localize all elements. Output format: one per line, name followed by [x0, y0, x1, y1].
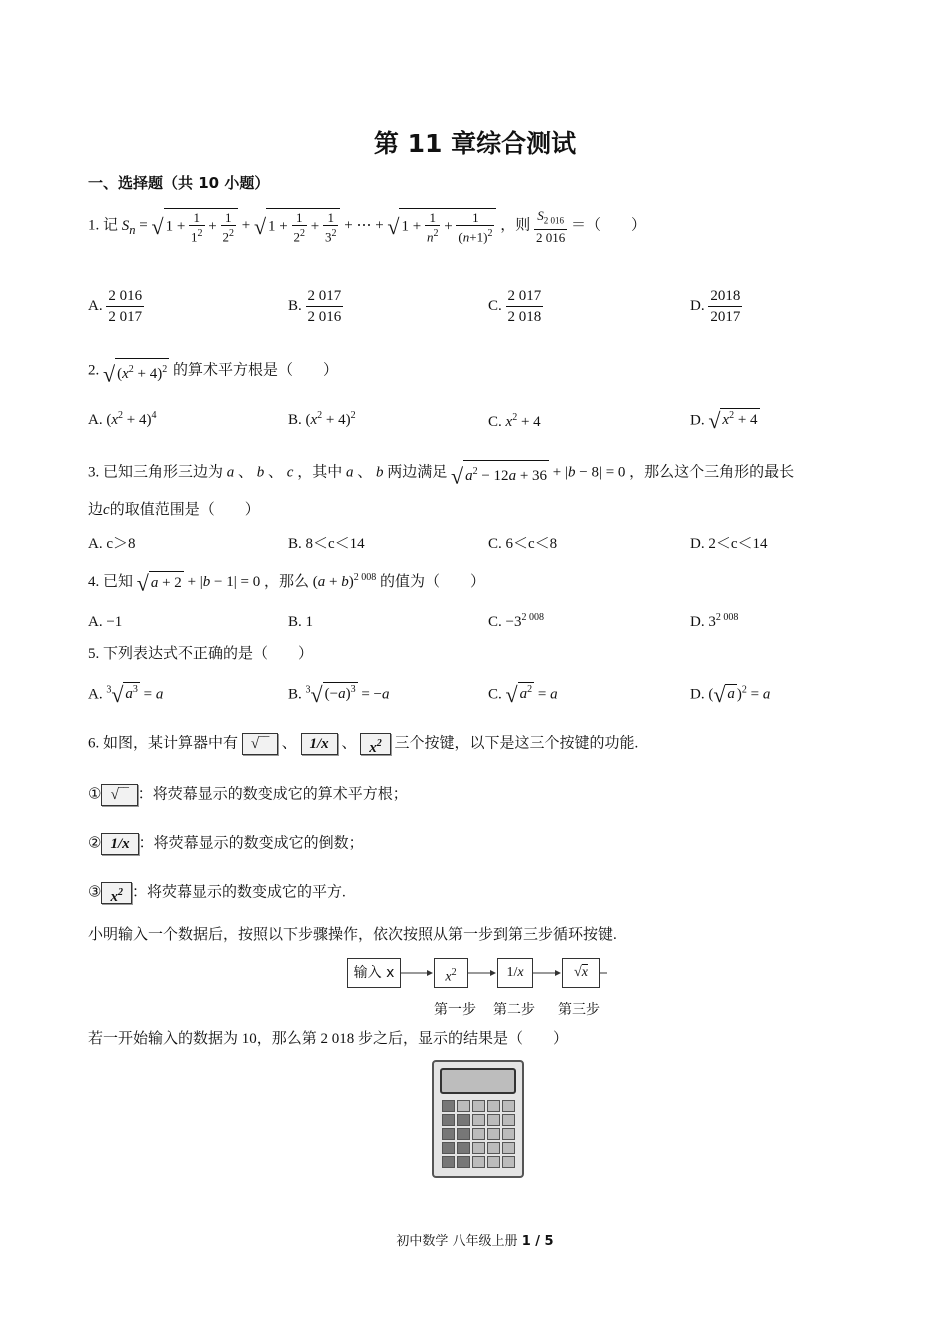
q3-option-b: B. 8＜c＜14 — [288, 536, 365, 552]
section-heading: 一、选择题（共 10 小题） — [88, 174, 270, 192]
q6-question: 若一开始输入的数据为 10，那么第 2 018 步之后，显示的结果是（ ） — [88, 1031, 569, 1047]
q4-option-b: B. 1 — [288, 614, 314, 630]
question-6: 6. 如图，某计算器中有 √‾‾ 、 1/x 、 $x^2$ 三个按键，以下是这三个按键的功能. — [88, 733, 638, 755]
q5-option-b: B. $^3$√ $(-a)^3 = -a$ — [288, 682, 390, 707]
question-5: 5. 下列表达式不正确的是（ ） — [88, 646, 314, 662]
question-3-line2: 边c的取值范围是（ ） — [88, 502, 260, 518]
question-4: 4. 已知 √ a + 2 + |b − 1| = 0 ，那么 $(a + b)^{2 008}$ 的值为（ ） — [88, 570, 485, 596]
q6-description: 小明输入一个数据后，按照以下步骤操作，依次按照从第一步到第三步循环按键. — [88, 927, 617, 943]
calculator-screen — [440, 1068, 516, 1094]
q3-option-c: C. 6＜c＜8 — [488, 536, 558, 552]
q5-option-d: D. (√ a )$^2$ = a — [690, 682, 771, 707]
question-3: 3. 已知三角形三边为 a 、 b 、 c ，其中 a 、 b 两边满足 √ $a^2 - 12a + 36 + |b - 8| = 0$ ，那么这个三角形的最长 — [88, 460, 794, 487]
flow-square-box: $x^2$ — [434, 958, 468, 988]
sqrt-key-icon: √‾‾ — [242, 733, 278, 755]
q2-option-a: A. $(x^2 + 4)^4$ — [88, 410, 157, 428]
calculator-icon — [432, 1060, 524, 1178]
sqrt-key-icon: √‾‾ — [101, 784, 137, 806]
q6-item-1: ① √‾‾ ：将荧幕显示的数变成它的算术平方根； — [88, 784, 408, 806]
q2-option-b: B. $(x^2 + 4)^2$ — [288, 410, 356, 428]
q4-option-c: C. $-3^{2 008}$ — [488, 612, 544, 630]
q6-item-2: ② 1/x ：将荧幕显示的数变成它的倒数； — [88, 833, 364, 855]
question-1: 1. 记 $S_n$ = √ 1 + $\frac{1}{1^2}$ + $\frac{1}{2^2}$ + √ 1 + $\frac{1}{2^2}$ + $\frac{1}{3^2}$ + ⋯ + √ 1 + $\frac{1}{n^2}$ + $\frac{1}{(n+1)^2}$ ，则 $\frac{S_{2 016}}{2 016}$ ＝（ ） — [88, 208, 646, 245]
q2-option-d: D. √ $x^2 + 4$ — [690, 408, 758, 433]
question-2: 2. √ $(x^2 + 4)^2$ 的算术平方根是（ ） — [88, 358, 338, 385]
reciprocal-key-icon: 1/x — [301, 733, 338, 755]
q4-option-a: A. −1 — [88, 614, 123, 630]
q1-option-b: B. $\frac{2 017}{2 016}$ — [288, 288, 342, 325]
q3-option-d: D. 2＜c＜14 — [690, 536, 768, 552]
q3-option-a: A. c＞8 — [88, 536, 136, 552]
page-footer: 初中数学 八年级上册 1 / 5 — [396, 1234, 554, 1249]
q4-option-d: D. $3^{2 008}$ — [690, 612, 739, 630]
reciprocal-key-icon: 1/x — [101, 833, 138, 855]
step-2-label: 第二步 — [493, 1002, 535, 1018]
step-1-label: 第一步 — [434, 1002, 476, 1018]
page-title: 第 11 章综合测试 — [373, 129, 577, 158]
q1-option-c: C. $\frac{2 017}{2 018}$ — [488, 288, 542, 325]
flow-input-box: 输入 x — [347, 958, 401, 988]
flow-sqrt-box: √x — [562, 958, 600, 988]
q6-item-3: ③ $x^2$ ：将荧幕显示的数变成它的平方. — [88, 882, 346, 904]
flow-reciprocal-box: 1/x — [497, 958, 533, 988]
q5-option-a: A. $^3$√ $a^3 = a$ — [88, 682, 164, 707]
square-key-icon: $x^2$ — [101, 882, 132, 904]
q5-option-c: C. √ $a^2 = a$ — [488, 682, 558, 707]
q2-option-c: C. $x^2 + 4$ — [488, 412, 541, 430]
square-key-icon: $x^2$ — [360, 733, 391, 755]
q1-option-d: D. $\frac{2018}{2017}$ — [690, 288, 741, 325]
q1-option-a: A. $\frac{2 016}{2 017}$ — [88, 288, 143, 325]
step-3-label: 第三步 — [558, 1002, 600, 1018]
radical: √ 1 + $\frac{1}{1^2}$ + $\frac{1}{2^2}$ — [151, 208, 238, 244]
